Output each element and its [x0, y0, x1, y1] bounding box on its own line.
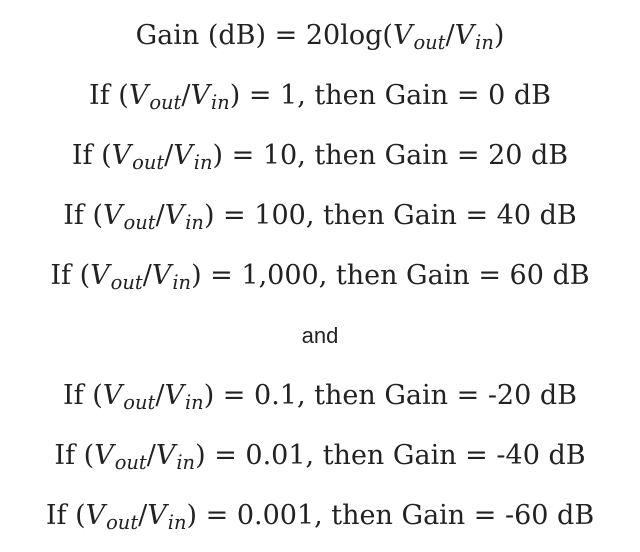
gain-value: 20 dB	[488, 140, 569, 171]
case-line	[0, 136, 640, 178]
if-label: If (	[63, 200, 104, 231]
v-symbol: V	[173, 140, 193, 171]
in-subscript: in	[210, 91, 230, 115]
then-label: , then Gain =	[305, 200, 497, 231]
ratio-value: 1	[280, 80, 298, 111]
out-subscript: out	[413, 31, 446, 55]
case-line	[0, 436, 640, 478]
v-symbol: V	[164, 380, 184, 411]
and-connector: and	[301, 323, 339, 348]
close-label: ) =	[186, 500, 237, 531]
close-label: ) =	[229, 80, 281, 111]
if-label: If (	[89, 80, 129, 111]
then-label: , then Gain =	[297, 140, 489, 171]
v-symbol: V	[190, 80, 210, 111]
v-symbol: V	[151, 260, 172, 291]
ratio-value: 0.1	[254, 380, 297, 411]
in-subscript: in	[193, 151, 213, 175]
gain-lhs: Gain (dB)	[135, 20, 267, 51]
v-symbol: V	[94, 440, 114, 471]
v-symbol: V	[103, 200, 123, 231]
gain-definition-line	[0, 16, 640, 58]
if-label: If (	[50, 260, 91, 291]
v-symbol: V	[85, 500, 106, 531]
in-subscript: in	[172, 271, 192, 295]
v-symbol: V	[128, 80, 149, 111]
v-symbol: V	[147, 500, 167, 531]
close-label: ) =	[195, 440, 246, 471]
out-subscript: out	[123, 391, 156, 415]
case-line	[0, 376, 640, 418]
in-subscript: in	[167, 511, 187, 535]
ratio-value: 0.001	[236, 500, 315, 531]
slash: /	[146, 440, 156, 471]
close-label: ) =	[191, 260, 242, 291]
if-label: If (	[71, 140, 112, 171]
out-subscript: out	[114, 451, 147, 475]
then-label: , then Gain =	[314, 500, 505, 531]
v-symbol: V	[164, 200, 185, 231]
if-label: If (	[45, 500, 86, 531]
equals-sign: =	[274, 20, 298, 51]
gain-value: 40 dB	[496, 200, 577, 231]
out-subscript: out	[132, 151, 165, 175]
in-subscript: in	[185, 211, 204, 235]
slash: /	[445, 20, 455, 51]
close-label: ) =	[203, 380, 255, 411]
then-label: , then Gain =	[305, 440, 497, 471]
ratio-value: 10	[262, 140, 298, 171]
close-label: ) =	[203, 200, 255, 231]
ratio-value: 100	[254, 200, 306, 231]
log-prefix: 20log(	[305, 20, 393, 51]
ratio-value: 1,000	[241, 260, 319, 291]
out-subscript: out	[149, 91, 182, 115]
slash: /	[155, 380, 165, 411]
in-subscript: in	[184, 391, 204, 415]
slash: /	[164, 140, 174, 171]
v-symbol: V	[111, 140, 132, 171]
gain-value: 60 dB	[509, 260, 590, 291]
then-label: , then Gain =	[296, 380, 488, 411]
out-subscript: out	[110, 271, 143, 295]
v-symbol: V	[155, 440, 176, 471]
slash: /	[155, 200, 165, 231]
slash: /	[181, 80, 191, 111]
v-symbol: V	[102, 380, 123, 411]
case-line	[0, 496, 640, 538]
gain-value: -20 dB	[487, 380, 577, 411]
close-label: ) =	[212, 140, 263, 171]
then-label: , then Gain =	[297, 80, 489, 111]
ratio-value: 0.01	[245, 440, 306, 471]
if-label: If (	[54, 440, 95, 471]
in-subscript: in	[475, 31, 494, 55]
gain-value: -60 dB	[504, 500, 595, 531]
out-subscript: out	[123, 211, 156, 235]
case-line	[0, 256, 640, 298]
then-label: , then Gain =	[318, 260, 510, 291]
v-symbol: V	[90, 260, 110, 291]
case-line	[0, 76, 640, 118]
v-symbol: V	[392, 20, 413, 51]
v-symbol: V	[454, 20, 475, 51]
in-subscript: in	[176, 451, 196, 475]
log-suffix: )	[493, 20, 505, 51]
case-line	[0, 196, 640, 238]
if-label: If (	[63, 380, 103, 411]
gain-value: 0 dB	[488, 80, 551, 111]
gain-value: -40 dB	[496, 440, 586, 471]
out-subscript: out	[106, 511, 139, 535]
slash: /	[138, 500, 148, 531]
slash: /	[142, 260, 152, 291]
